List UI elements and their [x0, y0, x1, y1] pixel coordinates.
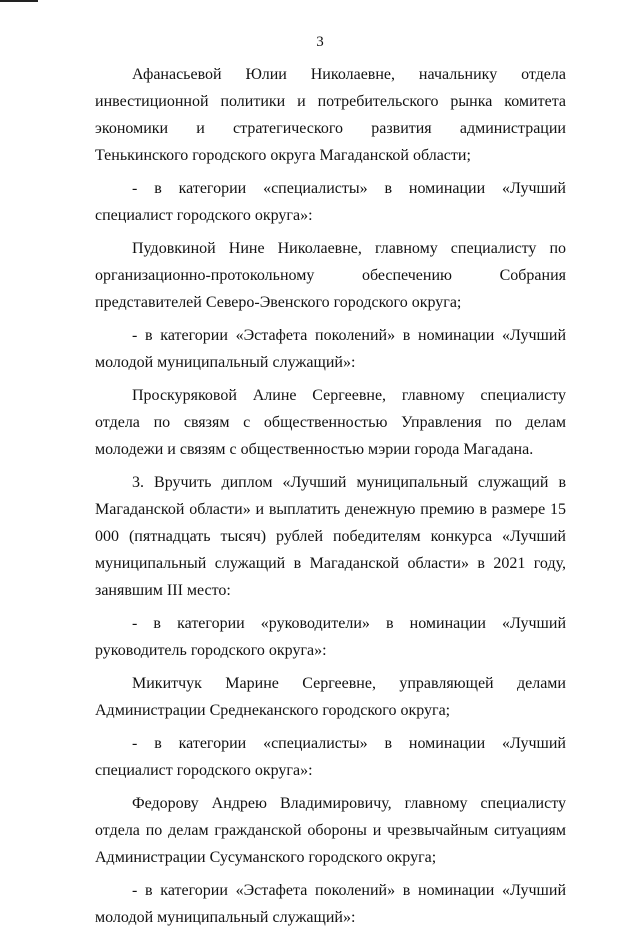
paragraph-fedorov: Федорову Андрею Владимировичу, главному специалисту отдела по делам гражданской обороны и чрезвычайным ситуациям Администрации Сусуманского городского округа;: [95, 795, 566, 866]
page-number: 3: [316, 34, 324, 50]
paragraph-mikitchuk: Микитчук Марине Сергеевне, управляющей делами Администрации Среднеканского городского округа;: [95, 675, 566, 719]
document-body: [95, 61, 566, 937]
paragraph-item-3-award: 3. Вручить диплом «Лучший муниципальный служащий в Магаданской области» и выплатить денежную премию в размере 15 000 (пятнадцать тысяч) рублей победителям конкурса «Лучший муниципальный служащий в Магаданской области» в 2021 году, занявшим III место:: [95, 474, 566, 599]
top-edge-rule: [0, 0, 38, 2]
paragraph-category-specialists-2: - в категории «специалисты» в номинации «Лучший специалист городского округа»:: [95, 735, 566, 779]
paragraph-pudovkina: Пудовкиной Нине Николаевне, главному специалисту по организационно-протокольному обеспечению Собрания представителей Северо-Эвенского городского округа;: [95, 240, 566, 311]
paragraph-category-leaders: - в категории «руководители» в номинации «Лучший руководитель городского округа»:: [95, 615, 566, 659]
paragraph-proskuryakova: Проскуряковой Алине Сергеевне, главному специалисту отдела по связям с общественностью Управления по делам молодежи и связям с общественностью мэрии города Магадана.: [95, 387, 566, 458]
paragraph-category-specialists-1: - в категории «специалисты» в номинации «Лучший специалист городского округа»:: [95, 180, 566, 224]
paragraph-category-relay-1: - в категории «Эстафета поколений» в номинации «Лучший молодой муниципальный служащий»:: [95, 327, 566, 371]
paragraph-category-relay-2: - в категории «Эстафета поколений» в номинации «Лучший молодой муниципальный служащий»:: [95, 882, 566, 926]
paragraph-afanasyeva: Афанасьевой Юлии Николаевне, начальнику отдела инвестиционной политики и потребительского рынка комитета экономики и стратегического развития администрации Тенькинского городского округа Магаданской области;: [95, 66, 566, 164]
